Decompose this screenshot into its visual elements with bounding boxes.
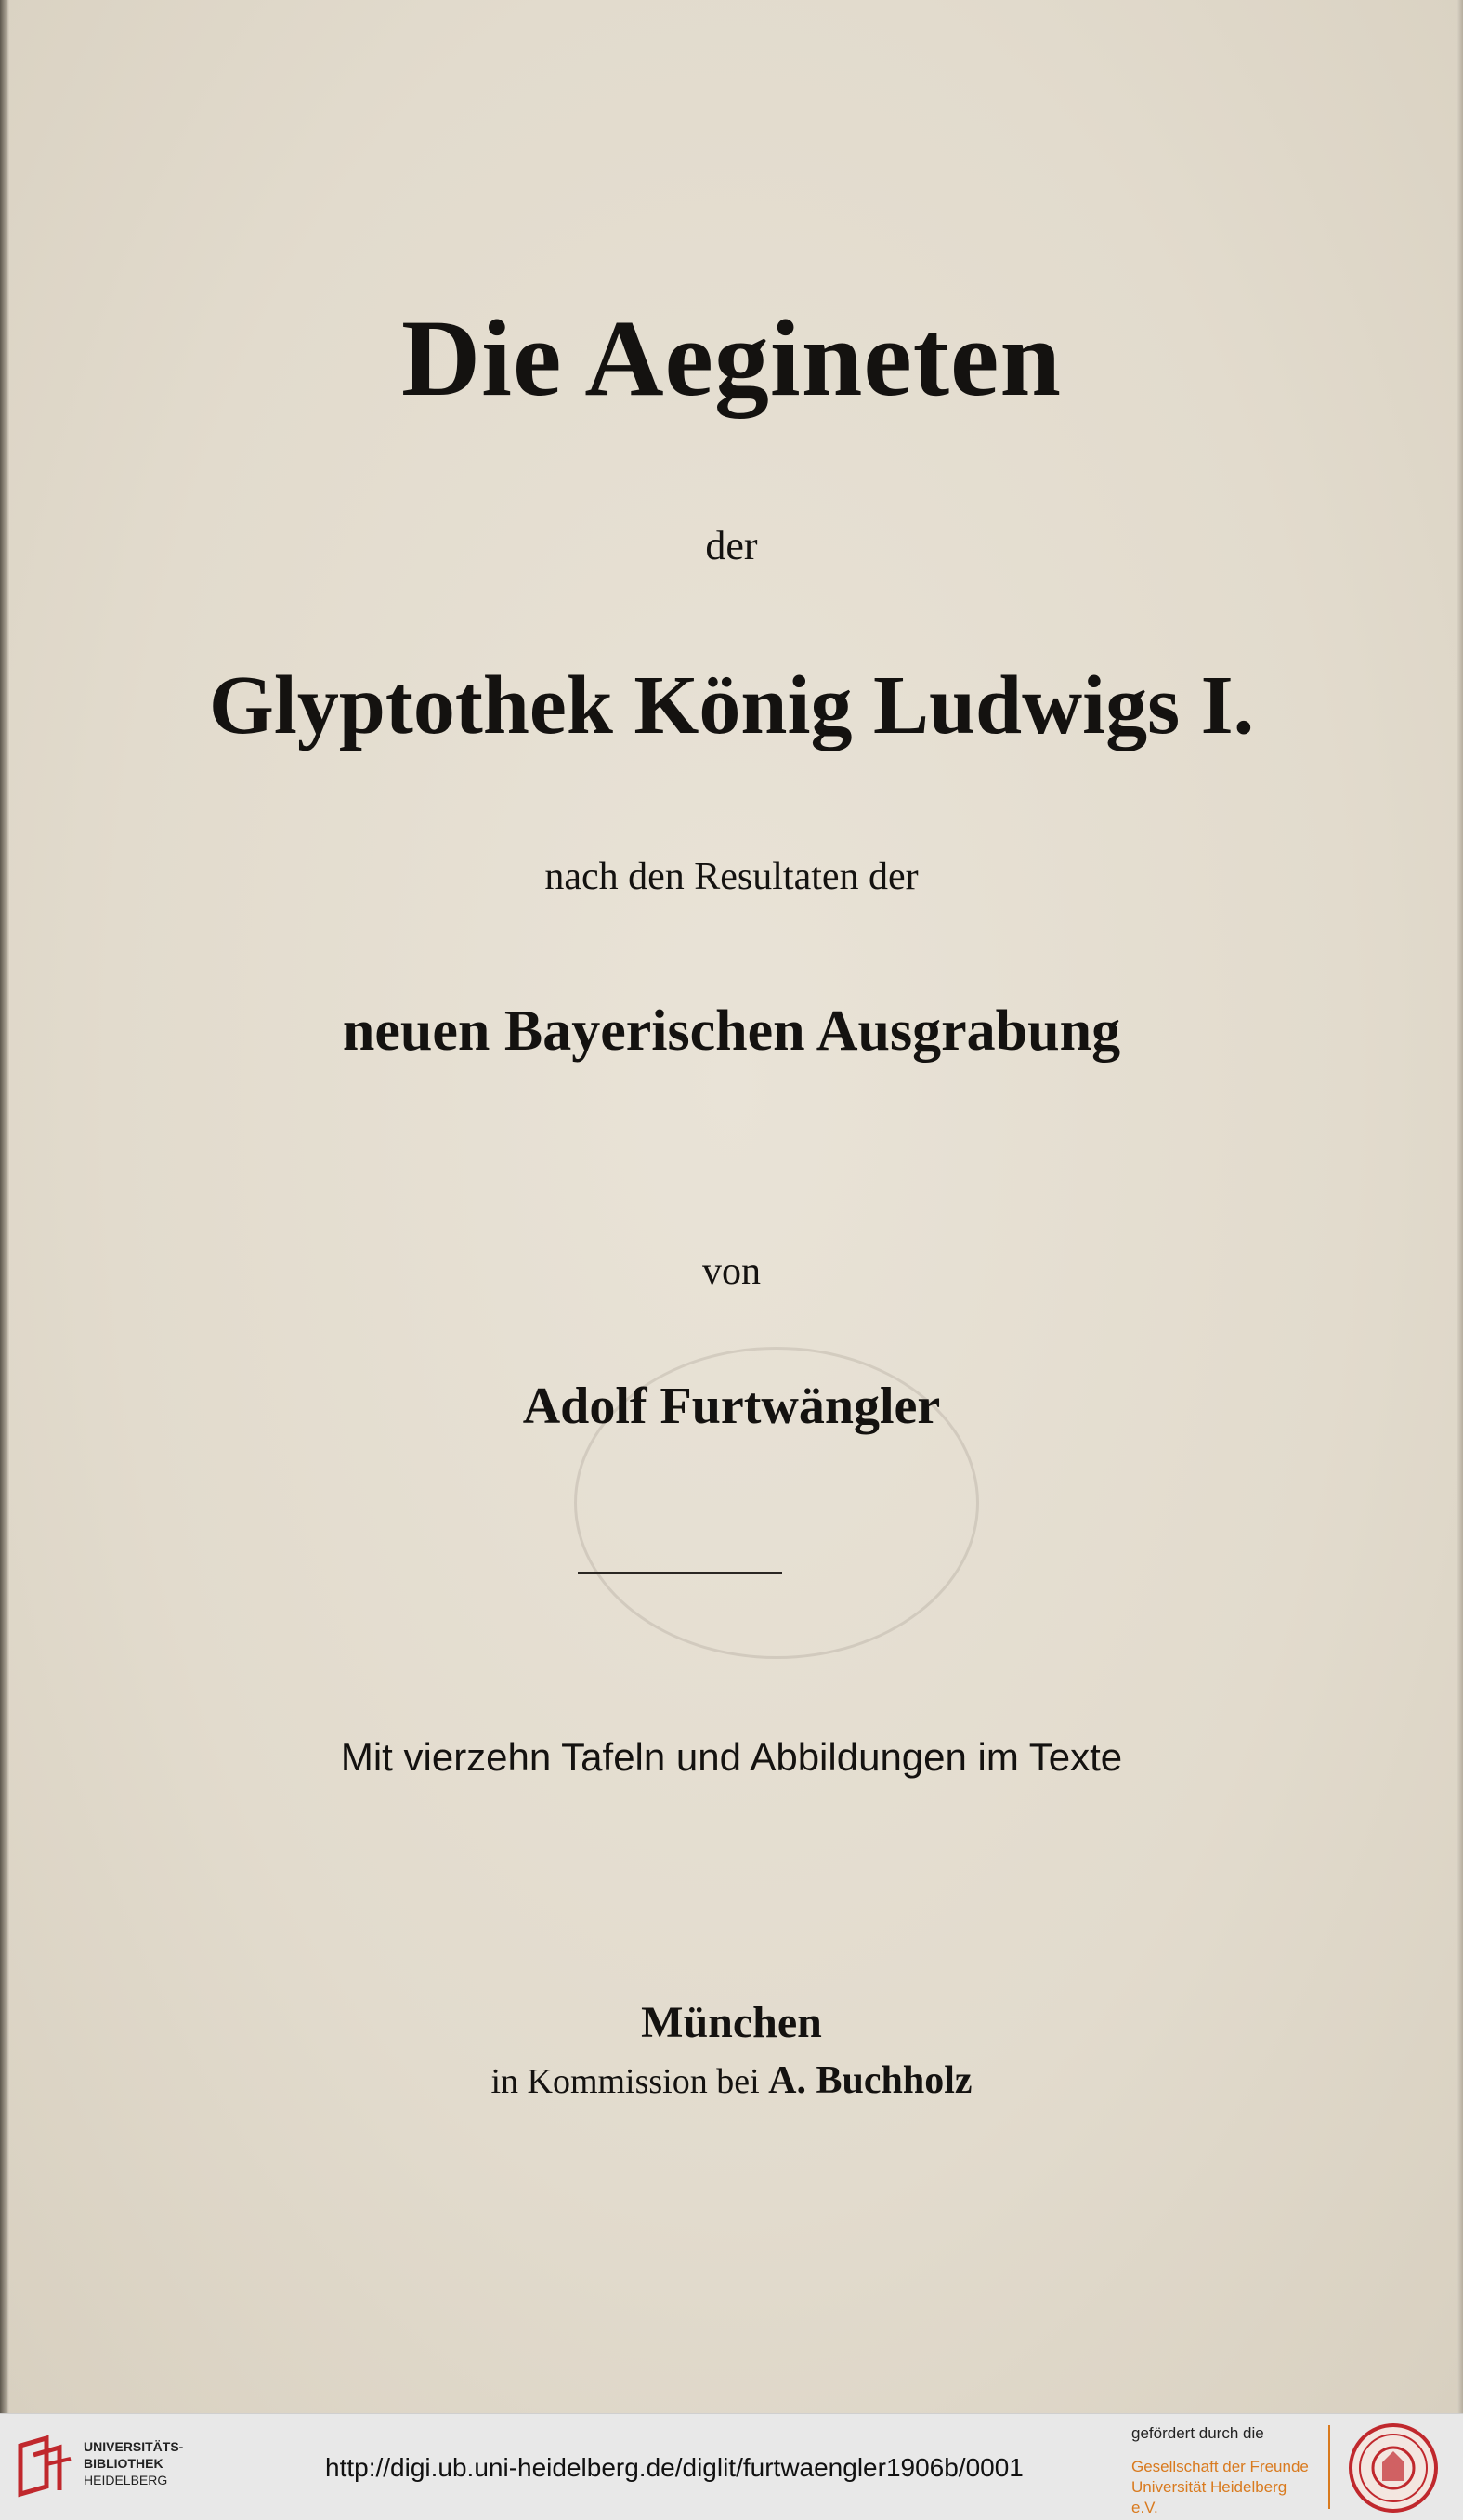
library-logo-icon xyxy=(15,2433,76,2500)
publisher-name: A. Buchholz xyxy=(768,2059,973,2102)
publication-city: München xyxy=(641,1998,822,2047)
library-name xyxy=(84,2438,183,2488)
title-connector: der xyxy=(705,523,758,568)
library-name-line1: UNIVERSITÄTS- xyxy=(84,2439,184,2454)
plates-note: Mit vierzehn Tafeln und Abbildungen im Texte xyxy=(340,1735,1123,1779)
library-name-line2: BIBLIOTHEK xyxy=(84,2456,163,2471)
by-line: von xyxy=(702,1250,761,1293)
publisher-prefix: in Kommission bei xyxy=(490,2062,760,2101)
subtitle-connector: nach den Resultaten der xyxy=(544,855,919,898)
university-seal-icon xyxy=(1347,2422,1440,2514)
publisher-line xyxy=(0,2058,1463,2103)
funded-by-label: gefördert durch die xyxy=(1131,2424,1264,2442)
footer-divider xyxy=(1328,2425,1330,2509)
permalink-url[interactable]: http://digi.ub.uni-heidelberg.de/diglit/furtwaengler1906b/0001 xyxy=(325,2453,1024,2482)
library-name-line3: HEIDELBERG xyxy=(84,2473,168,2487)
sponsor-block xyxy=(1131,2423,1317,2518)
book-title: Die Aegineten xyxy=(400,297,1063,419)
book-subtitle: Glyptothek König Ludwigs I. xyxy=(208,659,1255,751)
digitization-footer xyxy=(0,2413,1463,2520)
society-name-line2: Universität Heidelberg e.V. xyxy=(1131,2478,1287,2516)
divider-rule xyxy=(578,1572,782,1574)
excavation-line: neuen Bayerischen Ausgrabung xyxy=(342,999,1121,1063)
author-name: Adolf Furtwängler xyxy=(522,1378,941,1435)
society-name-line1: Gesellschaft der Freunde xyxy=(1131,2458,1309,2475)
